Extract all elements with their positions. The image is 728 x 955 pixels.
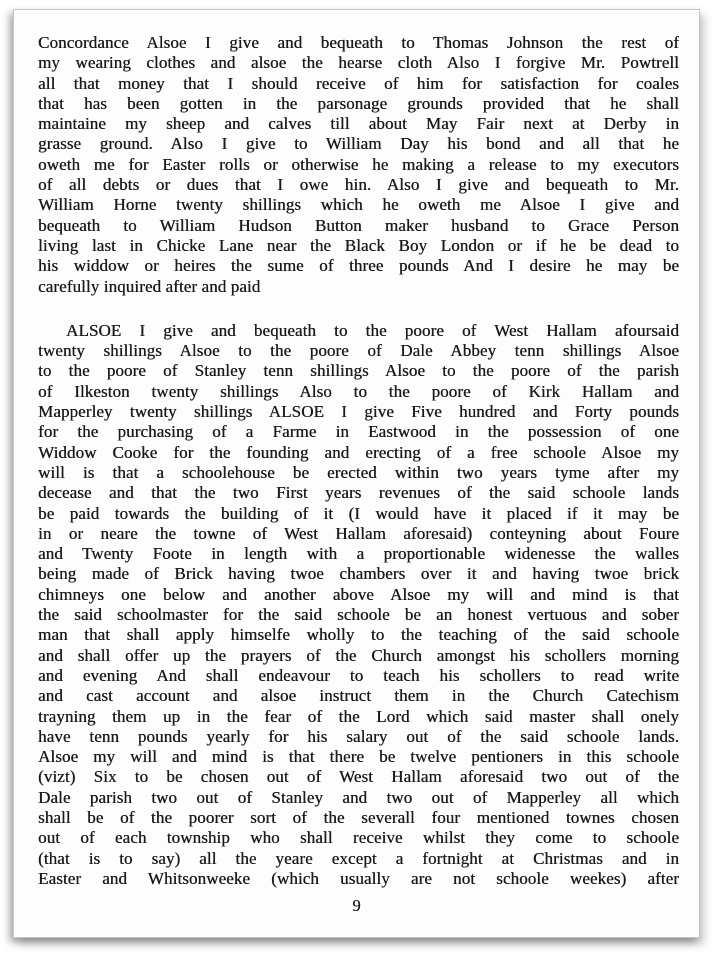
text-line: and cast account and alsoe instruct them in the Church Catechism — [38, 686, 679, 706]
page-number: 9 — [352, 896, 361, 916]
text-line: Easter and Whitsonweeke (which usually are not schoole weekes) after — [38, 868, 679, 888]
text-line: will is that a schoolehouse be erected within two years tyme after my — [38, 462, 679, 482]
text-line: chimneys one below and another above Alsoe my will and mind is that — [38, 584, 679, 604]
text-line: Alsoe my will and mind is that there be twelve pentioners in this schoole — [38, 747, 679, 767]
text-line: Concordance Alsoe I give and bequeath to Thomas Johnson the rest of — [38, 33, 679, 52]
text-line: of Ilkeston twenty shillings Also to the poore of Kirk Hallam and — [38, 381, 679, 401]
text-line: his widdow or heires the sume of three pounds And I desire he may be — [38, 256, 679, 276]
text-line: (vizt) Six to be chosen out of West Hallam aforesaid two out of the — [38, 767, 679, 787]
text-line: bequeath to William Hudson Button maker husband to Grace Person — [38, 215, 679, 235]
text-line: grasse ground. Also I give to William Day his bond and all that he — [38, 134, 679, 154]
document-text — [14, 10, 699, 889]
text-line: in or neare the towne of West Hallam aforesaid) conteyning about Foure — [38, 523, 679, 543]
text-line: the said schoolmaster for the said schoole be an honest vertuous and sober — [38, 605, 679, 625]
paragraph — [38, 33, 679, 297]
text-line: and shall offer up the prayers of the Church amongst his schollers morning — [38, 645, 679, 665]
text-line: and Twenty Foote in length with a proportionable widenesse the walles — [38, 544, 679, 564]
text-line: Widdow Cooke for the founding and erecting of a free schoole Alsoe my — [38, 442, 679, 462]
text-line: shall be of the poorer sort of the severall four mentioned townes chosen — [38, 807, 679, 827]
text-line: carefully inquired after and paid — [38, 276, 261, 296]
text-line: for the purchasing of a Farme in Eastwood in the possession of one — [38, 422, 679, 442]
text-line: Dale parish two out of Stanley and two out of Mapperley all which — [38, 787, 679, 807]
text-line: maintaine my sheep and calves till about May Fair next at Derby in — [38, 114, 679, 134]
text-line: out of each township who shall receive whilst they come to schoole — [38, 828, 679, 848]
text-line: be paid towards the building of it (I would have it placed if it may be — [38, 503, 679, 523]
text-line: decease and that the two First years revenues of the said schoole lands — [38, 483, 679, 503]
text-line: oweth me for Easter rolls or otherwise he making a release to my executors — [38, 154, 679, 174]
text-line: to the poore of Stanley tenn shillings Alsoe to the poore of the parish — [38, 361, 679, 381]
scanned-page — [13, 9, 700, 938]
text-line: Mapperley twenty shillings ALSOE I give Five hundred and Forty pounds — [38, 402, 679, 422]
text-line: of all debts or dues that I owe hin. Also I give and bequeath to Mr. — [38, 175, 679, 195]
text-line: have tenn pounds yearly for his salary out of the said schoole lands. — [38, 726, 679, 746]
text-line: William Horne twenty shillings which he oweth me Alsoe I give and — [38, 195, 679, 215]
text-line: that has been gotten in the parsonage grounds provided that he shall — [38, 93, 679, 113]
text-line: my wearing clothes and alsoe the hearse cloth Also I forgive Mr. Powtrell — [38, 53, 679, 73]
paragraph — [38, 321, 679, 889]
text-line: twenty shillings Alsoe to the poore of Dale Abbey tenn shillings Alsoe — [38, 341, 679, 361]
text-line: all that money that I should receive of him for satisfaction for coales — [38, 73, 679, 93]
text-line: (that is to say) all the yeare except a fortnight at Christmas and in — [38, 848, 679, 868]
text-line: and evening And shall endeavour to teach his schollers to read write — [38, 665, 679, 685]
text-line: being made of Brick having twoe chambers over it and having twoe brick — [38, 564, 679, 584]
text-line: man that shall apply himselfe wholly to the teaching of the said schoole — [38, 625, 679, 645]
text-line: ALSOE I give and bequeath to the poore of West Hallam afoursaid — [66, 320, 679, 340]
text-line: living last in Chicke Lane near the Black Boy London or if he be dead to — [38, 235, 679, 255]
text-line: trayning them up in the fear of the Lord which said master shall onely — [38, 706, 679, 726]
